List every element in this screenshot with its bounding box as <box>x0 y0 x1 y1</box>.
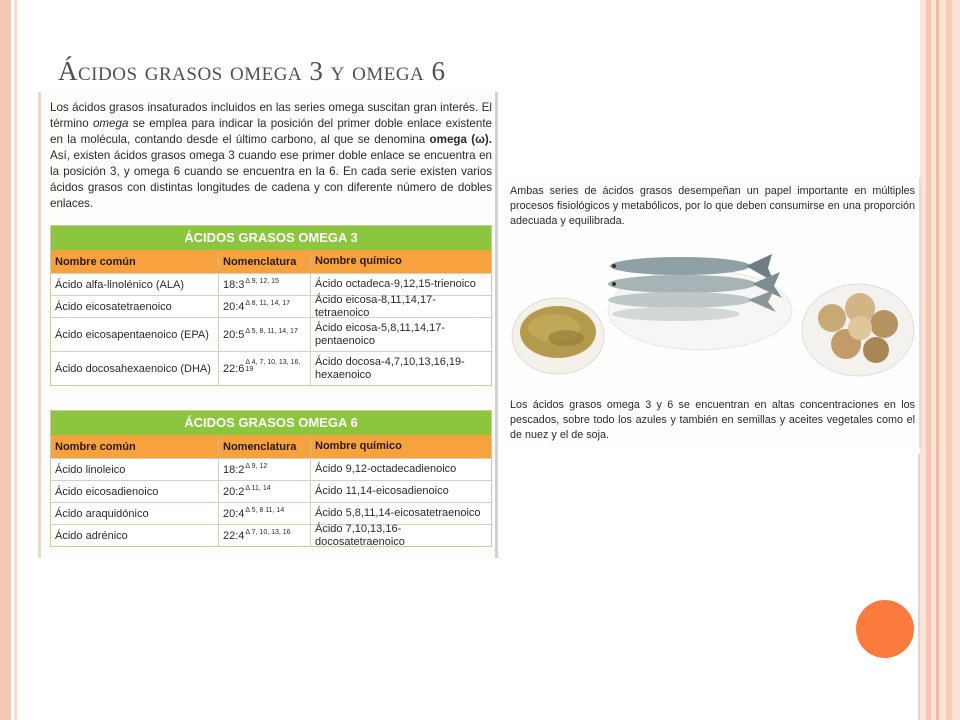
cell-chemical: Ácido 9,12-octadecadienoico <box>315 463 457 475</box>
intro-text-1: Los ácidos grasos insaturados incluidos en las series omega suscitan gran interés. El término <box>50 101 492 130</box>
cell-common: Ácido eicosatetraenoico <box>51 296 219 317</box>
nomenclature-superscript: Δ 4, 7, 10, 13, 16, 19 <box>245 358 301 373</box>
table-row <box>51 317 491 351</box>
table-row <box>51 502 491 524</box>
cell-chemical: Ácido 5,8,11,14-eicosatetraenoico <box>315 507 481 519</box>
table-row <box>51 295 491 317</box>
cell-nomenclature <box>219 274 311 295</box>
nomenclature-value: 18:2 <box>223 463 245 476</box>
nomenclature-superscript: Δ 9, 12, 15 <box>245 278 279 285</box>
seeds-bowl-icon <box>512 298 604 374</box>
table-row <box>51 458 491 480</box>
slide-frame-right <box>920 0 960 720</box>
table-row <box>51 351 491 385</box>
cell-common: Ácido docosahexaenoico (DHA) <box>51 352 219 385</box>
cell-nomenclature <box>219 459 311 480</box>
cell-chemical: Ácido 7,10,13,16-docosatetraenoico <box>315 522 405 548</box>
intro-text-3: Así, existen ácidos grasos omega 3 cuando ese primer doble enlace se encuentra en la posición 3, y omega 6 cuando se encuentra en la 6. En cada serie existen varios ácidos grasos con distintas longitudes de cadena y con diferente número de dobles enlaces. <box>50 149 492 210</box>
nomenclature-value: 20:4 <box>223 300 245 313</box>
omega6-table <box>50 410 492 547</box>
scanned-page-left <box>38 92 498 558</box>
header-chemical-name: Nombre químico <box>315 440 402 452</box>
cell-nomenclature <box>219 318 311 351</box>
nomenclature-superscript: Δ 7, 10, 13, 16 <box>245 529 291 536</box>
cell-nomenclature <box>219 296 311 317</box>
slide-title: Ácidos grasos omega 3 y omega 6 <box>58 56 446 86</box>
caption-bottom: Los ácidos grasos omega 3 y 6 se encuentran en altas concentraciones en los pescados, sobre todo los azules y también en semillas y aceites vegetales como el de nuez y el de soja. <box>510 399 915 441</box>
cell-chemical: Ácido eicosa-8,11,14,17-tetraenoico <box>315 293 436 319</box>
caption-top: Ambas series de ácidos grasos desempeñan un papel importante en múltiples procesos fisiológicos y metabólicos, por lo que deben consumirse en una proporción adecuada y equilibrada. <box>510 185 915 227</box>
header-nomenclature: Nomenclatura <box>219 438 311 456</box>
omega6-table-header <box>51 435 491 458</box>
nomenclature-superscript: Δ 9, 12 <box>245 463 268 470</box>
intro-omega-bold: omega (ω). <box>429 133 492 146</box>
cell-chemical: Ácido octadeca-9,12,15-trienoico <box>315 278 476 290</box>
nomenclature-superscript: Δ 5, 8, 11, 14, 17 <box>245 328 298 335</box>
slide-frame-left-line <box>14 0 17 720</box>
nomenclature-value: 20:5 <box>223 328 245 341</box>
table-row <box>51 273 491 295</box>
divider-line <box>918 454 920 720</box>
cell-common: Ácido eicosapentaenoico (EPA) <box>51 318 219 351</box>
nomenclature-value: 18:3 <box>223 278 245 291</box>
cell-nomenclature <box>219 525 311 546</box>
cell-common: Ácido eicosadienoico <box>51 481 219 502</box>
intro-paragraph <box>50 100 492 212</box>
omega3-table-title: ÁCIDOS GRASOS OMEGA 3 <box>51 226 491 250</box>
cell-chemical: Ácido 11,14-eicosadienoico <box>315 485 449 497</box>
cell-chemical: Ácido eicosa-5,8,11,14,17-pentaenoico <box>315 321 446 347</box>
cell-common: Ácido araquidónico <box>51 503 219 524</box>
fish-plate-icon <box>608 254 792 350</box>
header-nomenclature: Nomenclatura <box>219 253 311 271</box>
cell-nomenclature <box>219 352 311 385</box>
header-common-name: Nombre común <box>51 438 219 456</box>
table-row <box>51 524 491 546</box>
header-chemical-name: Nombre químico <box>315 255 402 267</box>
nomenclature-value: 22:4 <box>223 529 245 542</box>
nomenclature-value: 20:2 <box>223 485 245 498</box>
omega3-table <box>50 225 492 386</box>
intro-text-2: se emplea para indicar la posición del primer doble enlace existente en la molécula, contando desde el último carbono, al que se denomina <box>50 117 492 146</box>
cell-nomenclature <box>219 503 311 524</box>
cell-chemical: Ácido docosa-4,7,10,13,16,19-hexaenoico <box>315 355 465 381</box>
fish-seeds-walnuts-photo <box>510 238 915 386</box>
cell-nomenclature <box>219 481 311 502</box>
header-common-name: Nombre común <box>51 253 219 271</box>
cell-common: Ácido linoleico <box>51 459 219 480</box>
omega3-table-header <box>51 250 491 273</box>
intro-omega-italic: omega <box>92 117 129 130</box>
nomenclature-superscript: Δ 5, 8 11, 14 <box>245 507 285 514</box>
decorative-orange-circle <box>856 600 914 658</box>
nomenclature-value: 22:6 <box>223 362 245 375</box>
nomenclature-superscript: Δ 11, 14 <box>245 485 271 492</box>
scanned-page-right <box>502 178 922 448</box>
cell-common: Ácido alfa-linolénico (ALA) <box>51 274 219 295</box>
table-row <box>51 480 491 502</box>
nomenclature-superscript: Δ 8, 11, 14, 17 <box>245 300 291 307</box>
walnut-bowl-icon <box>802 284 914 376</box>
omega6-table-title: ÁCIDOS GRASOS OMEGA 6 <box>51 411 491 435</box>
nomenclature-value: 20:4 <box>223 507 245 520</box>
cell-common: Ácido adrénico <box>51 525 219 546</box>
slide-frame-left <box>0 0 11 720</box>
